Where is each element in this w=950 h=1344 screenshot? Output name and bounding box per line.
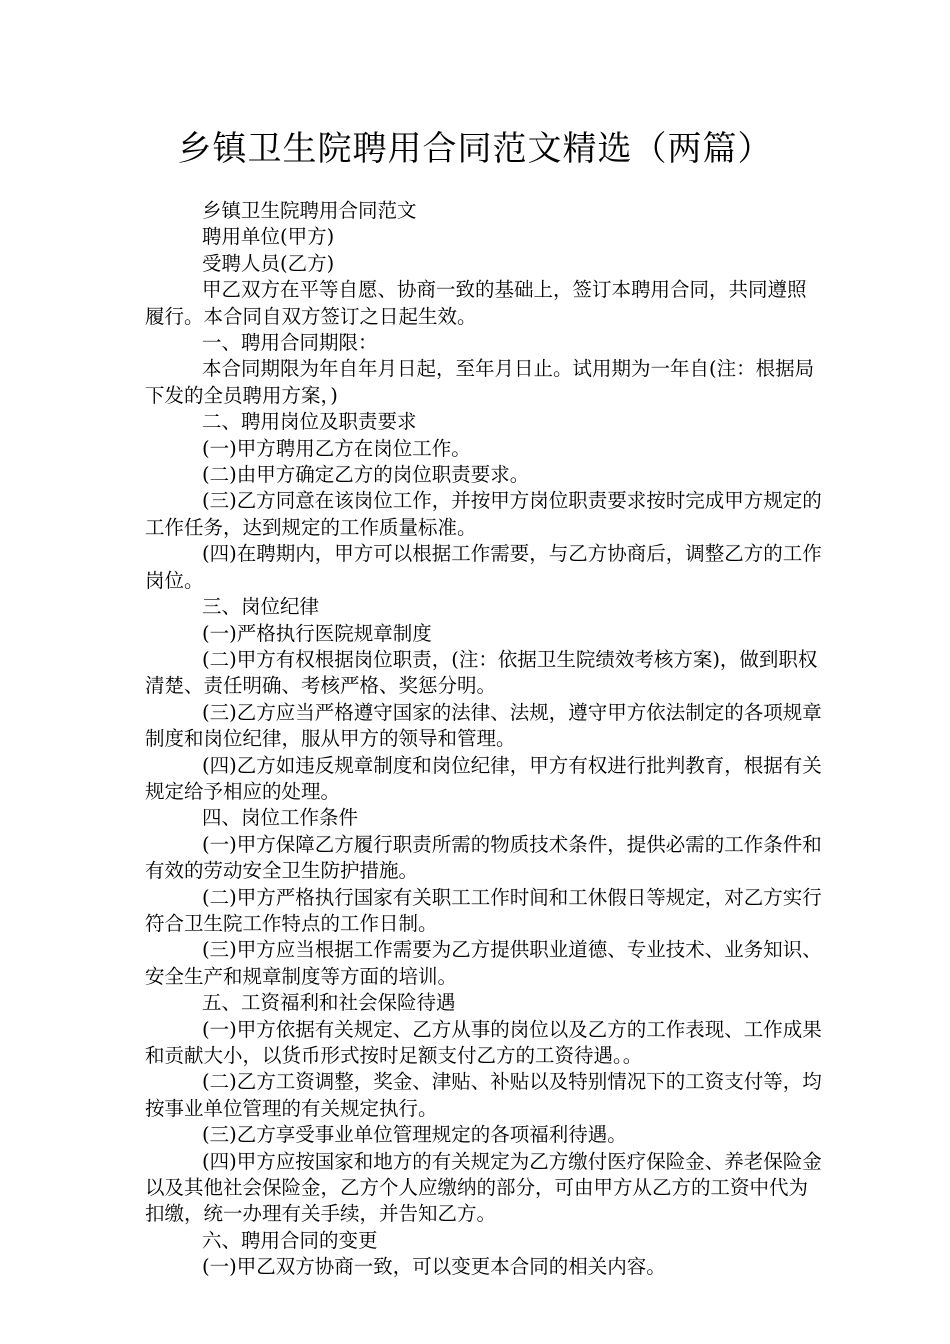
section-heading: 二、聘用岗位及职责要求 — [202, 410, 417, 434]
section-heading: 六、聘用合同的变更 — [202, 1228, 378, 1252]
paragraph: 本合同期限为年自年月日起，至年月日止。试用期为一年自(注：根据局下发的全员聘用方案，) — [145, 357, 815, 407]
section-heading: 五、工资福利和社会保险待遇 — [202, 991, 456, 1015]
paragraph: (三)乙方同意在该岗位工作，并按甲方岗位职责要求按时完成甲方规定的工作任务，达到规定的工作质量标准。 — [145, 489, 822, 539]
paragraph: (一)甲方聘用乙方在岗位工作。 — [202, 436, 471, 460]
paragraph: (三)乙方享受事业单位管理规定的各项福利待遇。 — [202, 1123, 627, 1147]
document-title: 乡镇卫生院聘用合同范文精选（两篇） — [177, 129, 773, 169]
paragraph: (二)乙方工资调整，奖金、津贴、补贴以及特别情况下的工资支付等，均按事业单位管理的有关规定执行。 — [145, 1070, 822, 1120]
section-heading: 一、聘用合同期限： — [202, 331, 378, 355]
paragraph: 聘用单位(甲方) — [202, 225, 335, 249]
paragraph: (四)甲方应按国家和地方的有关规定为乙方缴付医疗保险金、养老保险金以及其他社会保险金，乙方个人应缴纳的部分，可由甲方从乙方的工资中代为扣缴，统一办理有关手续，并告知乙方。 — [145, 1149, 822, 1226]
paragraph: (二)由甲方确定乙方的岗位职责要求。 — [202, 463, 530, 487]
paragraph: (二)甲方有权根据岗位职责，(注：依据卫生院绩效考核方案)，做到职权清楚、责任明确、考核严格、奖惩分明。 — [145, 647, 818, 698]
document-body — [145, 198, 825, 1281]
paragraph: (一)严格执行医院规章制度 — [202, 621, 432, 645]
paragraph: 乡镇卫生院聘用合同范文 — [202, 199, 417, 222]
section-heading: 三、岗位纪律 — [202, 595, 320, 619]
paragraph: 甲乙双方在平等自愿、协商一致的基础上，签订本聘用合同，共同遵照履行。本合同自双方签订之日起生效。 — [145, 278, 807, 328]
section-heading: 四、岗位工作条件 — [202, 806, 359, 830]
paragraph: (三)乙方应当严格遵守国家的法律、法规，遵守甲方依法制定的各项规章制度和岗位纪律，服从甲方的领导和管理。 — [145, 700, 822, 751]
paragraph: (一)甲乙双方协商一致，可以变更本合同的相关内容。 — [202, 1255, 666, 1279]
paragraph: (四)乙方如违反规章制度和岗位纪律，甲方有权进行批判教育，根据有关规定给予相应的处理。 — [145, 753, 822, 803]
paragraph: (三)甲方应当根据工作需要为乙方提供职业道德、专业技术、业务知识、安全生产和规章制度等方面的培训。 — [145, 938, 822, 988]
paragraph: (四)在聘期内，甲方可以根据工作需要，与乙方协商后，调整乙方的工作岗位。 — [145, 542, 822, 592]
paragraph: (一)甲方保障乙方履行职责所需的物质技术条件，提供必需的工作条件和有效的劳动安全卫生防护措施。 — [145, 832, 822, 883]
paragraph: (二)甲方严格执行国家有关职工工作时间和工休假日等规定，对乙方实行符合卫生院工作特点的工作日制。 — [145, 885, 822, 935]
paragraph: 受聘人员(乙方) — [202, 251, 335, 275]
paragraph: (一)甲方依据有关规定、乙方从事的岗位以及乙方的工作表现、工作成果和贡献大小，以货币形式按时足额支付乙方的工资待遇。。 — [145, 1017, 822, 1067]
